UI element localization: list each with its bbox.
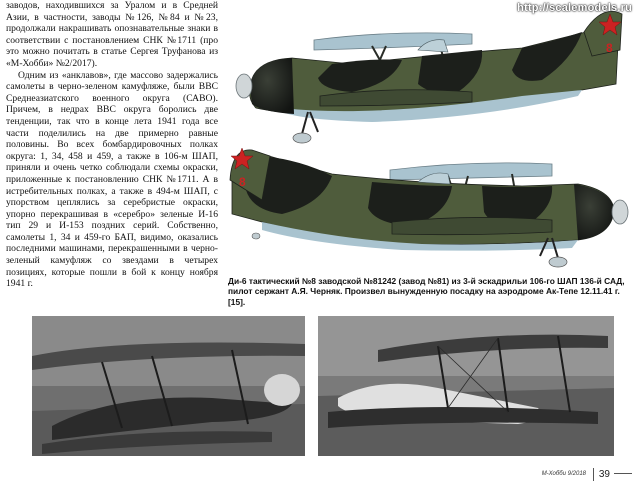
paragraph-2: Одним из «анклавов», где массово задержались самолеты в черно-зеленом камуфляже, были ВВС Среднеазиатского военного округа (САВО). Причем, в недрах ВВС округа боролись две тенденции, так что в конце лета 1941 года все части поделились на две примерно равные половины. Во всех бомбардировочных полках округа: 1, 34, 458 и 459, а также в 106-м ШАП, приняли и очень четко соблюдали схемы окраски, приложенные к постановлению СНК №1711. А в истребительных полках, а также в 494-м ШАП, с упорством цеплялись за серебристые окраски, упорно перекрашивая в «серебро» зеленые И-16 тип 29 и И-153 поздних серий. Собственно, самолеты 1, 34 и 459-го БАП, видимо, оказались последними машинами, перекрашенными в черно-зеленый камуфляж со звездами в четырех позициях, которые пошли в бой к концу ноября 1941 г. [6, 69, 218, 290]
paragraph-1: заводов, находившихся за Уралом и в Средней Азии, в частности, заводы №126, №84 и №23, продолжали накрашивать опознавательные знаки в соответствии с постановлением СНК №1711 (про это можно почитать в статье Сергея Труфанова из «М-Хобби» №2/2017). [6, 0, 218, 69]
footer-magazine-label: М-Хобби 9/2018 [541, 471, 586, 477]
aircraft-profile-bottom [230, 148, 628, 267]
article-text-column [6, 0, 218, 290]
footer-divider [593, 468, 594, 481]
lower-wing-bottom [392, 217, 552, 234]
aircraft-profile-top [236, 11, 622, 143]
photo-left-tail-fin [264, 374, 300, 406]
wheel-top [293, 133, 311, 143]
watermark: http://scalemodels.ru [517, 2, 632, 14]
spinner-top [236, 74, 252, 98]
engine-cowling-bottom [574, 184, 614, 240]
wheel-bottom [549, 257, 567, 267]
figure-caption: Ди-6 тактический №8 заводской №81242 (завод №81) из 3-й эскадрильи 106-го ШАП 136-й САД, пилот сержант А.Я. Черняк. Произвел вынужденную посадку на аэродроме Ак-Тепе 12.11.41 г. [15]. [228, 276, 625, 307]
photo-crashed-biplane-right [318, 316, 614, 456]
footer-rule [614, 473, 632, 474]
upper-wing-bottom [390, 163, 552, 180]
tail-number-bottom: 8 [239, 175, 246, 189]
tail-number-top: 8 [606, 41, 613, 55]
engine-cowling-top [250, 58, 294, 114]
aircraft-profiles [222, 0, 640, 300]
spinner-bottom [612, 200, 628, 224]
footer-page-number: 39 [598, 469, 610, 480]
tail-wheel-bottom [252, 233, 260, 239]
photo-crashed-biplane-left [32, 316, 305, 456]
upper-wing-top [314, 33, 472, 50]
page-footer [520, 460, 640, 482]
